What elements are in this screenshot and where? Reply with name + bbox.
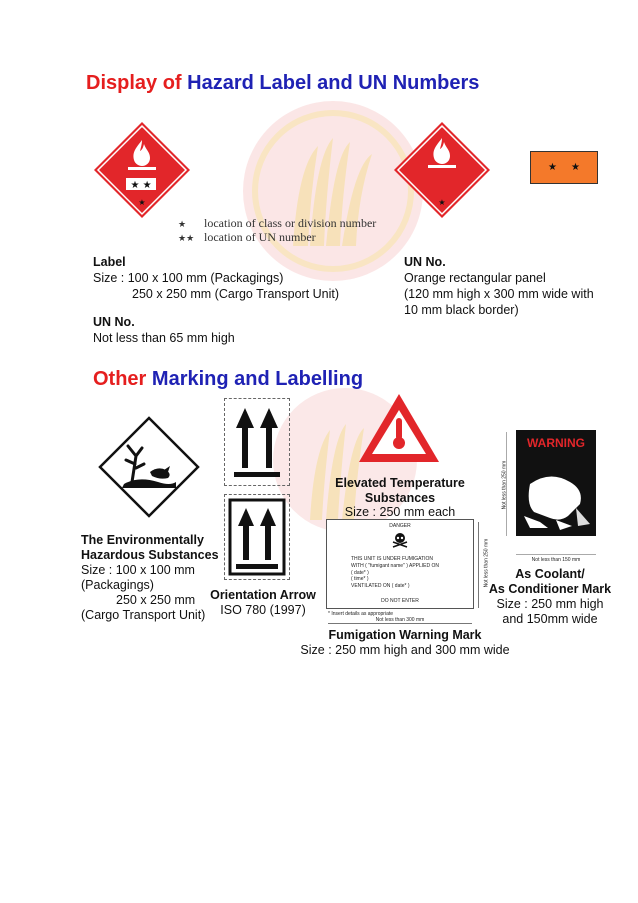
label-heading: Label: [93, 255, 126, 269]
orientation-iso: ISO 780 (1997): [220, 603, 306, 617]
orientation-arrow-icon: [230, 404, 284, 480]
legend-symbol: ★★: [178, 233, 195, 243]
elevated-size: Size : 250 mm each: [344, 505, 456, 519]
un-no-right-line3: 10 mm black border): [404, 303, 519, 317]
fumigation-line2: WITH ( "fumigant name" ) APPLIED ON: [351, 563, 440, 569]
svg-text:★: ★: [138, 198, 146, 207]
fumigation-size: Size : 250 mm high and 300 mm wide: [300, 643, 510, 657]
un-no-right-line2: (120 mm high x 300 mm wide with: [404, 287, 594, 301]
env-size-line4: (Cargo Transport Unit): [81, 608, 206, 622]
fumigation-width-rule: [328, 623, 472, 624]
coolant-height-note: Not less than 250 mm: [501, 460, 508, 510]
skull-crossbones-icon: [391, 532, 409, 548]
label-size-line2: 250 x 250 mm (Cargo Transport Unit): [132, 287, 340, 301]
section2-title: [93, 368, 363, 391]
legend-symbol: ★: [178, 219, 187, 229]
coolant-width-rule: [516, 554, 596, 555]
section1-title-red: Display of: [86, 72, 182, 94]
legend-text: location of class or division number: [204, 216, 377, 230]
section1-title-blue: Hazard Label and UN Numbers: [187, 72, 480, 94]
label-size-line1: Size : 100 x 100 mm (Packagings): [93, 271, 284, 285]
coolant-size-line2: and 150mm wide: [502, 612, 598, 626]
flammable-placard-right: [392, 120, 492, 220]
fumigation-line1: THIS UNIT IS UNDER FUMIGATION: [351, 556, 434, 562]
orientation-arrow-framed-icon: [228, 498, 286, 576]
coolant-size-line1: Size : 250 mm high: [496, 597, 604, 611]
fumigation-height-note: Not less than 250 mm: [483, 538, 490, 588]
flammable-placard-left: [92, 120, 192, 220]
fumigation-heading: Fumigation Warning Mark: [328, 628, 482, 642]
un-no-right-heading: UN No.: [404, 255, 446, 269]
coolant-heading-line2: As Conditioner Mark: [488, 582, 612, 596]
fumigation-line4: ( time* ): [351, 576, 369, 582]
orientation-heading: Orientation Arrow: [210, 588, 316, 602]
coolant-warning-text: WARNING: [527, 436, 585, 450]
coolant-warning-sign: [516, 430, 596, 536]
elevated-heading-line1: Elevated Temperature: [335, 476, 465, 490]
env-size-line3: 250 x 250 mm: [116, 593, 196, 607]
legend-item-un: [178, 230, 316, 245]
placard-stars: ★ ★: [130, 180, 152, 191]
coolant-heading-line1: As Coolant/: [515, 567, 585, 581]
elevated-heading-line2: Substances: [364, 491, 436, 505]
coolant-width-note: Not less than 150 mm: [531, 557, 581, 563]
env-heading-line1: The Environmentally: [81, 533, 204, 547]
env-size-line1: Size : 100 x 100 mm: [81, 563, 195, 577]
fumigation-width-note: Not less than 300 mm: [375, 617, 425, 623]
environment-hazard-mark: [98, 416, 200, 518]
fumigation-danger-text: DANGER: [389, 523, 411, 529]
section1-title: [86, 72, 479, 95]
un-orange-panel: ★★: [530, 151, 598, 184]
fumigation-do-not-enter: DO NOT ENTER: [381, 598, 419, 604]
fumigation-footnote: * Insert details as appropriate: [328, 611, 394, 617]
legend-item-class: [178, 216, 376, 231]
fumigation-height-rule: [478, 522, 479, 608]
fumigation-line3: ( date* ): [351, 570, 369, 576]
un-no-left-line1: Not less than 65 mm high: [93, 331, 235, 345]
elevated-temperature-mark: [356, 390, 442, 466]
un-no-right-line1: Orange rectangular panel: [404, 271, 546, 285]
un-no-left-heading: UN No.: [93, 315, 135, 329]
section2-title-blue: Marking and Labelling: [151, 368, 364, 390]
fumigation-line5: VENTILATED ON ( date* ): [351, 583, 410, 589]
env-size-line2: (Packagings): [81, 578, 154, 592]
section2-title-red: Other: [93, 368, 147, 390]
coolant-vapour-icon: [520, 464, 594, 532]
env-heading-line2: Hazardous Substances: [81, 548, 219, 562]
fumigation-warning-sign: [326, 519, 474, 609]
svg-text:★: ★: [438, 198, 446, 207]
legend-text: location of UN number: [204, 230, 316, 244]
